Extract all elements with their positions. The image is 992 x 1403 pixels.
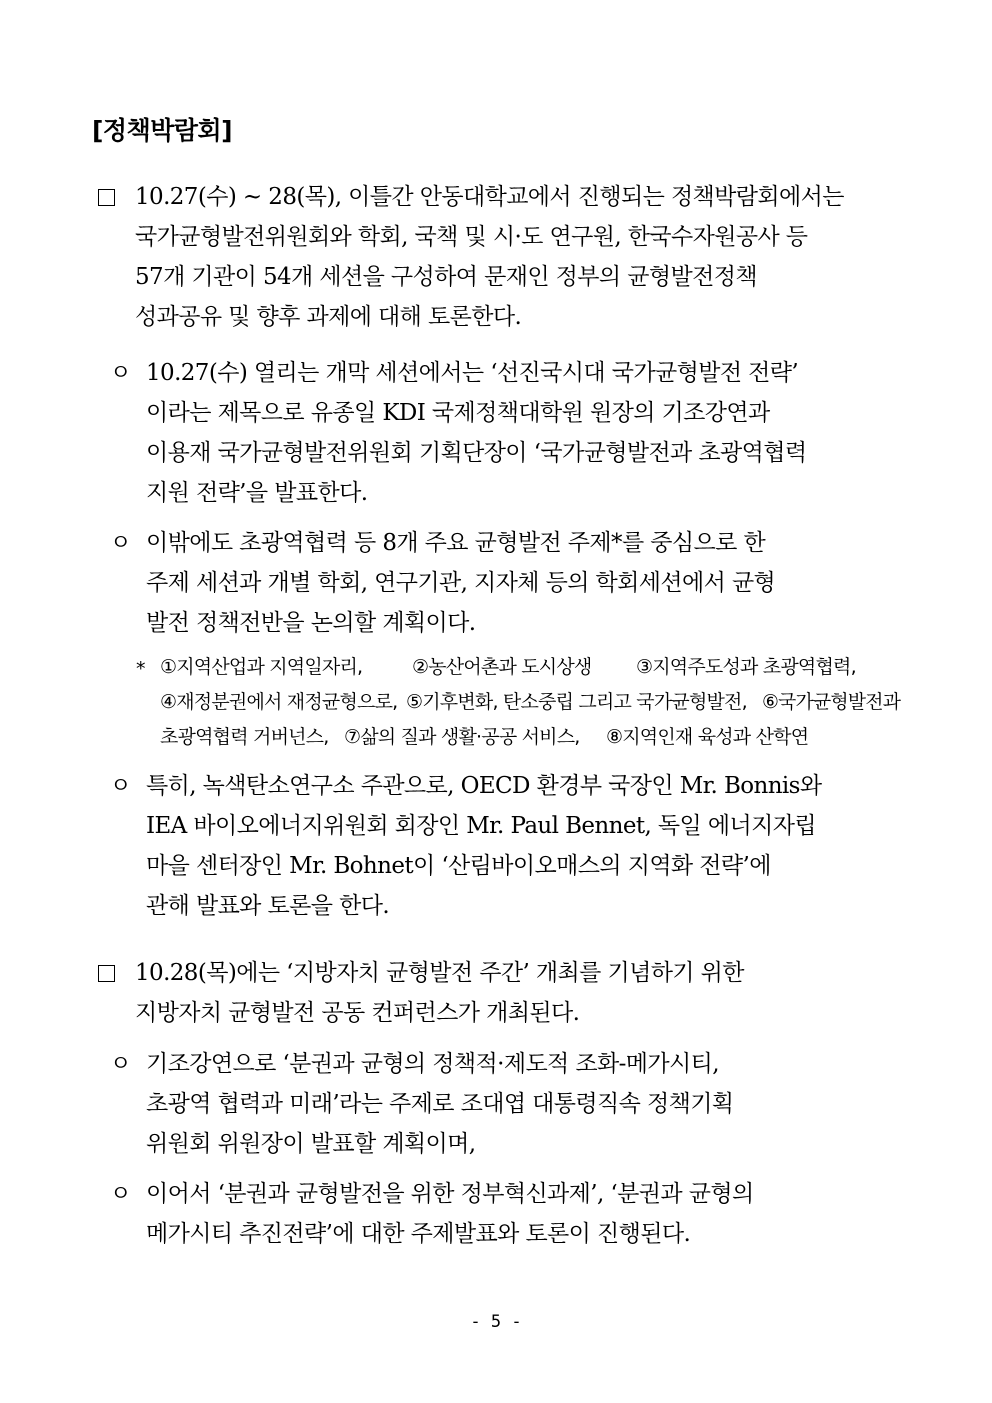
bullet4-line-2: 초광역 협력과 미래’라는 주제로 조대엽 대통령직속 정책기획 xyxy=(146,1091,734,1117)
checkbox-square-icon xyxy=(98,189,115,206)
bullet5-line-1: 이어서 ‘분권과 균형발전을 위한 정부혁신과제’, ‘분권과 균형의 xyxy=(146,1181,754,1207)
bullet1-line-3: 이용재 국가균형발전위원회 기획단장이 ‘국가균형발전과 초광역협력 xyxy=(146,440,807,466)
footnote-item-6b: 초광역협력 거버넌스, xyxy=(160,726,329,748)
circle-bullet-icon: ㅇ xyxy=(110,361,132,386)
circle-bullet-icon: ㅇ xyxy=(110,1182,132,1207)
footnote-item-7: ⑦삶의 질과 생활·공공 서비스, xyxy=(344,726,580,748)
section2-line-2: 지방자치 균형발전 공동 컨퍼런스가 개최된다. xyxy=(135,1000,580,1026)
bullet1-line-1: 10.27(수) 열리는 개막 세션에서는 ‘선진국시대 국가균형발전 전략’ xyxy=(146,360,799,386)
footnote-item-2: ②농산어촌과 도시상생 xyxy=(412,656,592,678)
circle-bullet-icon: ㅇ xyxy=(110,1052,132,1077)
circle-bullet-icon: ㅇ xyxy=(110,774,132,799)
section1-line-2: 국가균형발전위원회와 학회, 국책 및 시·도 연구원, 한국수자원공사 등 xyxy=(135,224,808,250)
footnote-item-8: ⑧지역인재 육성과 산학연 xyxy=(606,726,809,748)
section1-line-3: 57개 기관이 54개 세션을 구성하여 문재인 정부의 균형발전정책 xyxy=(135,264,757,290)
footnote-item-4: ④재정분권에서 재정균형으로, xyxy=(160,691,398,713)
bullet3-line-2: IEA 바이오에너지위원회 회장인 Mr. Paul Bennet, 독일 에너지자립 xyxy=(146,813,816,839)
bullet4-line-1: 기조강연으로 ‘분권과 균형의 정책적·제도적 조화-메가시티, xyxy=(146,1051,719,1077)
bullet3-line-4: 관해 발표와 토론을 한다. xyxy=(146,893,390,919)
footnote-marker: * xyxy=(136,658,145,680)
footnote-item-1: ①지역산업과 지역일자리, xyxy=(160,656,363,678)
bullet5-line-2: 메가시티 추진전략’에 대한 주제발표와 토론이 진행된다. xyxy=(146,1221,691,1247)
bullet4-line-3: 위원회 위원장이 발표할 계획이며, xyxy=(146,1131,476,1157)
footnote-item-3: ③지역주도성과 초광역협력, xyxy=(636,656,856,678)
bullet2-line-3: 발전 정책전반을 논의할 계획이다. xyxy=(146,610,476,636)
section-heading: [정책박람회] xyxy=(92,116,233,145)
footnote-item-5: ⑤기후변화, 탄소중립 그리고 국가균형발전, xyxy=(406,691,747,713)
bullet3-line-1: 특히, 녹색탄소연구소 주관으로, OECD 환경부 국장인 Mr. Bonnis와 xyxy=(146,773,822,799)
bullet2-line-2: 주제 세션과 개별 학회, 연구기관, 지자체 등의 학회세션에서 균형 xyxy=(146,570,776,596)
bullet1-line-2: 이라는 제목으로 유종일 KDI 국제정책대학원 원장의 기조강연과 xyxy=(146,400,770,426)
bullet1-line-4: 지원 전략’을 발표한다. xyxy=(146,480,368,506)
bullet2-line-1: 이밖에도 초광역협력 등 8개 주요 균형발전 주제*를 중심으로 한 xyxy=(146,530,766,556)
section2-line-1: 10.28(목)에는 ‘지방자치 균형발전 주간’ 개최를 기념하기 위한 xyxy=(135,960,744,986)
circle-bullet-icon: ㅇ xyxy=(110,531,132,556)
checkbox-square-icon xyxy=(98,965,115,982)
section1-line-4: 성과공유 및 향후 과제에 대해 토론한다. xyxy=(135,304,522,330)
bullet3-line-3: 마을 센터장인 Mr. Bohnet이 ‘산림바이오매스의 지역화 전략’에 xyxy=(146,853,771,879)
page-number: - 5 - xyxy=(470,1312,522,1332)
section1-line-1: 10.27(수) ~ 28(목), 이틀간 안동대학교에서 진행되는 정책박람회에서는 xyxy=(135,184,844,210)
footnote-item-6a: ⑥국가균형발전과 xyxy=(762,691,901,713)
